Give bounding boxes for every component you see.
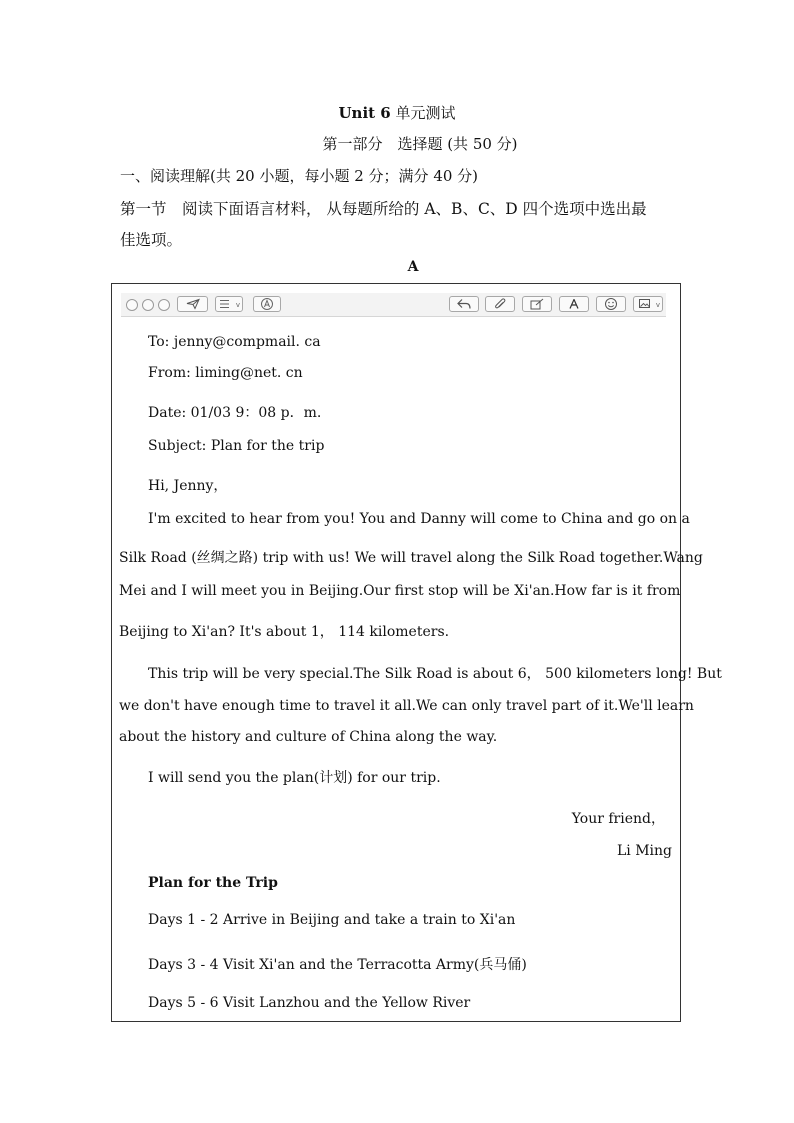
paragraph-1-line-3: Mei and I will meet you in Beijing.Our first stop will be Xi'an.How far is it from [119,583,681,599]
email-toolbar [121,293,666,317]
paragraph-2-line-3: about the history and culture of China along the way. [119,729,498,745]
part-heading: 第一部分 选择题 (共 50 分) [322,135,518,153]
accessibility-button[interactable] [253,296,281,312]
paragraph-2-line-1: This trip will be very special.The Silk Road is about 6， 500 kilometers long! But [148,666,722,682]
paragraph-2-line-2: we don't have enough time to travel it all.We can only travel part of it.We'll learn [119,698,694,714]
window-minimize-icon[interactable] [142,299,154,311]
instruction-line-1: 第一节 阅读下面语言材料， 从每题所给的 A、B、C、D 四个选项中选出最 [120,200,647,218]
emoji-icon [605,298,618,311]
paragraph-1-line-1: I'm excited to hear from you! You and Danny will come to China and go on a [148,511,690,527]
list-format-icon [219,300,233,309]
attachment-icon [494,298,506,311]
compose-icon [530,298,544,310]
email-date: Date: 01/03 9：08 p．m. [148,405,322,421]
send-icon [186,299,200,310]
paragraph-1-line-2: Silk Road (丝绸之路) trip with us! We will travel along the Silk Road together.Wang [119,550,703,566]
list-format-button[interactable]: v [215,296,243,312]
attachment-button[interactable] [485,296,515,312]
email-to: To: jenny@compmail. ca [148,334,321,350]
paragraph-3: I will send you the plan(计划) for our trip. [148,770,441,786]
font-button[interactable] [559,296,589,312]
window-close-icon[interactable] [126,299,138,311]
reply-button[interactable] [449,296,479,312]
email-from: From: liming@net. cn [148,365,303,381]
passage-label: A [407,259,419,275]
email-subject: Subject: Plan for the trip [148,438,325,454]
paragraph-1-line-4: Beijing to Xi'an? It's about 1， 114 kilometers. [119,624,450,640]
compose-button[interactable] [522,296,552,312]
send-button[interactable] [177,296,208,312]
photo-icon [639,299,652,310]
email-greeting: Hi, Jenny， [148,478,228,494]
accessibility-icon [261,298,274,311]
font-icon [569,299,579,309]
email-signature: Li Ming [616,843,672,859]
plan-days-5-6: Days 5 - 6 Visit Lanzhou and the Yellow River [148,995,471,1011]
plan-title: Plan for the Trip [148,875,278,891]
plan-days-3-4: Days 3 - 4 Visit Xi'an and the Terracotta Army(兵马俑) [148,957,527,973]
email-closing: Your friend， [571,811,665,827]
photo-button[interactable]: v [633,296,663,312]
emoji-button[interactable] [596,296,626,312]
plan-days-1-2: Days 1 - 2 Arrive in Beijing and take a train to Xi'an [148,912,516,928]
page-title: Unit 6 单元测试 [338,104,456,122]
section-heading: 一、阅读理解(共 20 小题，每小题 2 分；满分 40 分) [120,167,479,185]
instruction-line-2: 佳选项。 [120,231,183,249]
reply-icon [457,299,471,310]
window-zoom-icon[interactable] [158,299,170,311]
